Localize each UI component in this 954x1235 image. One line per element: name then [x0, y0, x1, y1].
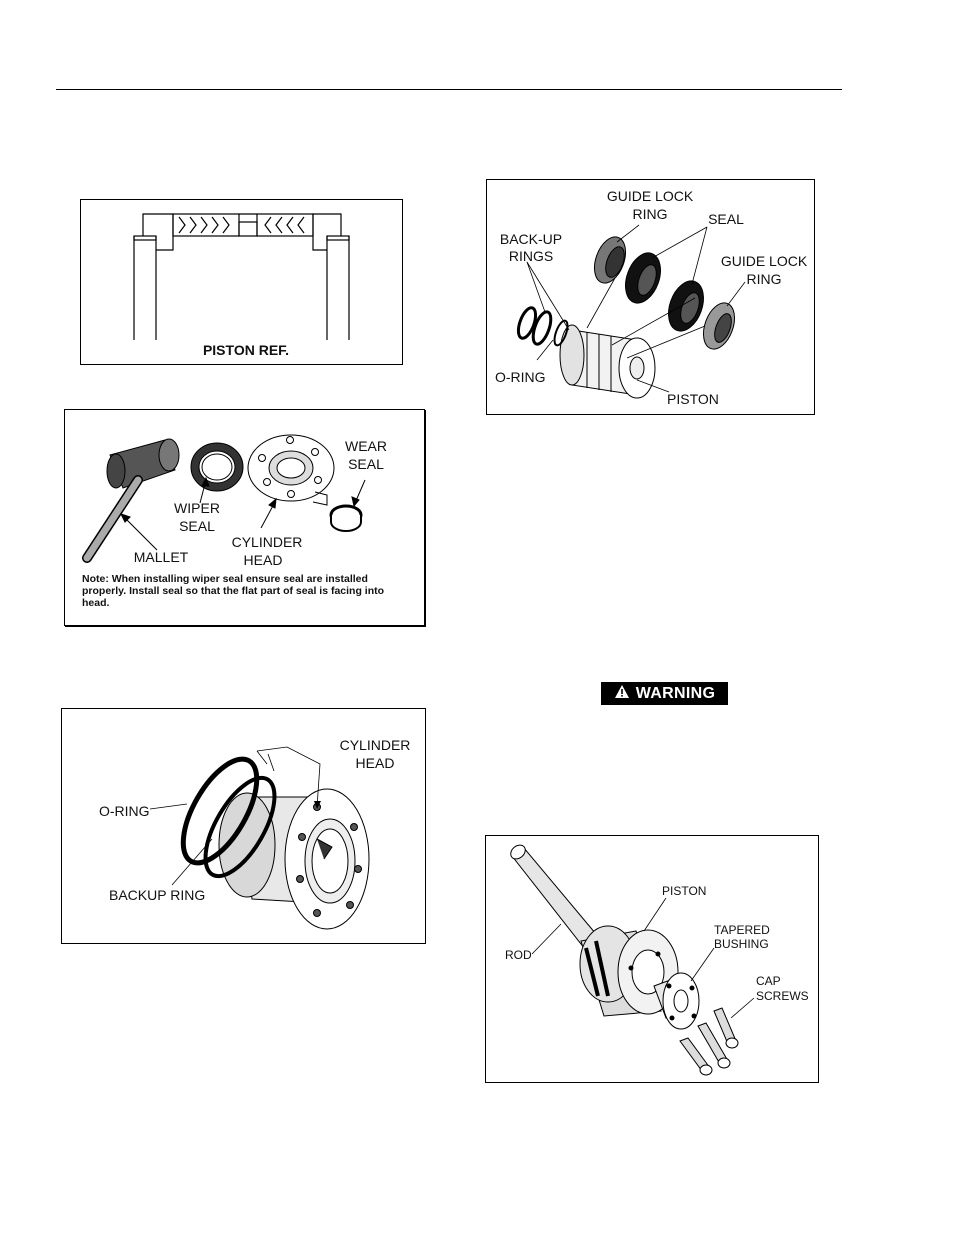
back-up-rings-label-2: RINGS [508, 248, 554, 264]
figure-wiper-seal [64, 409, 425, 626]
guide-lock-ring-right-label-2: RING [746, 271, 782, 287]
wear-seal-icon [331, 506, 361, 531]
piston-label: PISTON [667, 391, 719, 407]
figure-piston-seals [486, 179, 815, 415]
guide-lock-ring-top-label-1: GUIDE LOCK [606, 188, 694, 204]
cylinder-head-icon [248, 435, 334, 505]
guide-lock-ring-left-icon [589, 233, 632, 288]
warning-banner [601, 682, 728, 705]
cylinder-head-icon [219, 789, 369, 929]
guide-lock-ring-right-label-1: GUIDE LOCK [720, 253, 808, 269]
o-ring-label: O-RING [99, 803, 150, 819]
wiper-seal-label-1: WIPER [174, 500, 220, 516]
wear-seal-label-1: WEAR [345, 438, 387, 454]
backup-ring-label: BACKUP RING [109, 887, 206, 903]
wiper-seal-icon [191, 443, 243, 491]
guide-lock-ring-top-label-2: RING [632, 206, 668, 222]
wear-seal-label-2: SEAL [348, 456, 384, 472]
cap-screws-label-2: SCREWS [756, 989, 809, 1003]
cylinder-head-label-1: CYLINDER [231, 534, 303, 550]
figure-piston-ref [80, 199, 403, 365]
oring-head-drawing [62, 709, 427, 945]
figure-oring-head [61, 708, 426, 944]
piston-ref-label: PISTON REF. [202, 342, 290, 358]
piston-ref-drawing [81, 200, 404, 366]
cylinder-head-label-2: HEAD [243, 552, 283, 568]
piston-icon [560, 325, 655, 398]
seal-label: SEAL [708, 211, 744, 227]
tapered-bushing-label-2: BUSHING [714, 937, 769, 951]
mallet-label: MALLET [133, 549, 189, 565]
tapered-bushing-label-1: TAPERED [714, 923, 770, 937]
installation-note: Note: When installing wiper seal ensure seal are installed properly. Install seal so that the flat part of seal is facing into head. [82, 573, 385, 609]
piston-seals-drawing [487, 180, 816, 416]
cylinder-head-label-2: HEAD [355, 755, 395, 771]
cap-screws-label-1: CAP [756, 974, 781, 988]
warning-triangle-icon [614, 684, 630, 704]
warning-label: WARNING [635, 684, 716, 702]
back-up-rings-label-1: BACK-UP [499, 231, 563, 247]
cylinder-head-label-1: CYLINDER [339, 737, 411, 753]
o-ring-label: O-RING [495, 369, 546, 385]
header-rule [56, 89, 842, 90]
rod-piston-drawing [486, 836, 820, 1084]
seal-left-icon [619, 248, 667, 308]
o-ring-icon [515, 306, 570, 347]
piston-label: PISTON [662, 884, 707, 898]
wiper-seal-label-2: SEAL [179, 518, 215, 534]
figure-rod-piston [485, 835, 819, 1083]
rod-label: ROD [505, 948, 532, 962]
mallet-icon [87, 439, 179, 558]
